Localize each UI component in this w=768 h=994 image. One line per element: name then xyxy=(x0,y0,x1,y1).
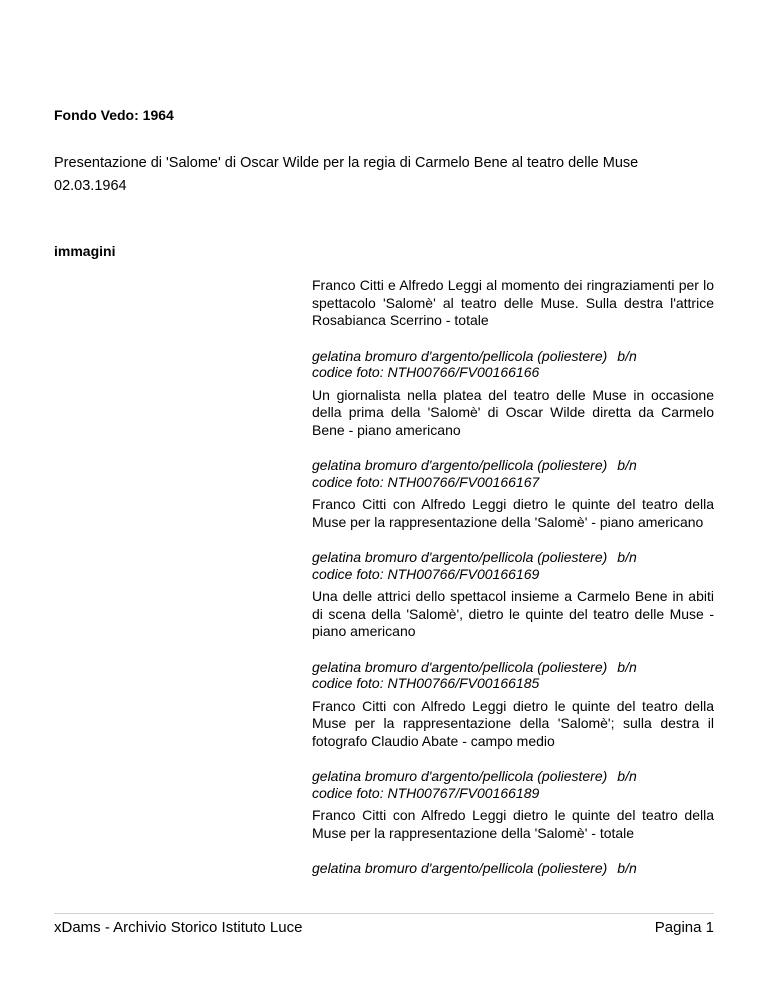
image-color-mode: b/n xyxy=(617,457,637,473)
image-material: gelatina bromuro d'argento/pellicola (poliestere) xyxy=(312,768,608,784)
image-material: gelatina bromuro d'argento/pellicola (poliestere) xyxy=(312,347,608,364)
image-metadata xyxy=(312,659,714,692)
image-code: codice foto: NTH00766/FV00166169 xyxy=(312,565,540,582)
section-label: immagini xyxy=(54,243,116,259)
footer-divider xyxy=(54,913,714,914)
image-metadata xyxy=(312,348,714,381)
image-metadata xyxy=(312,768,714,801)
image-item xyxy=(312,496,714,582)
image-item xyxy=(312,807,714,877)
image-code: codice foto: NTH00766/FV00166185 xyxy=(312,675,540,691)
image-material: gelatina bromuro d'argento/pellicola (poliestere) xyxy=(312,860,608,876)
image-color-mode: b/n xyxy=(617,860,637,876)
image-description: Franco Citti con Alfredo Leggi dietro le quinte del teatro della Muse per la rappresentazione della 'Salomè'; sulla destra il fotografo Claudio Abate - campo medio xyxy=(312,697,714,749)
image-material: gelatina bromuro d'argento/pellicola (poliestere) xyxy=(312,457,608,473)
page-number: Pagina 1 xyxy=(654,919,714,936)
image-color-mode: b/n xyxy=(617,768,637,784)
image-metadata xyxy=(312,457,714,490)
image-code: codice foto: NTH00767/FV00166189 xyxy=(312,784,540,801)
image-description: Un giornalista nella platea del teatro delle Muse in occasione della prima della 'Salomè' di Oscar Wilde diretta da Carmelo Bene - piano americano xyxy=(312,386,714,438)
image-color-mode: b/n xyxy=(617,549,637,565)
image-item xyxy=(312,698,714,802)
image-description: Franco Citti con Alfredo Leggi dietro le quinte del teatro della Muse per la rappresentazione della 'Salomè' - totale xyxy=(312,807,714,841)
image-color-mode: b/n xyxy=(617,347,637,364)
image-item xyxy=(312,387,714,491)
image-code: codice foto: NTH00766/FV00166166 xyxy=(312,364,540,380)
image-code: codice foto: NTH00766/FV00166167 xyxy=(312,473,540,490)
image-color-mode: b/n xyxy=(617,658,637,675)
footer-source: xDams - Archivio Storico Istituto Luce xyxy=(54,919,303,936)
image-metadata xyxy=(312,860,714,877)
image-material: gelatina bromuro d'argento/pellicola (poliestere) xyxy=(312,658,608,675)
image-list xyxy=(312,277,714,877)
image-description: Franco Citti con Alfredo Leggi dietro le quinte del teatro della Muse per la rappresentazione della 'Salomè' - piano americano xyxy=(312,496,714,530)
fondo-title: Fondo Vedo: 1964 xyxy=(54,107,174,123)
event-date: 02.03.1964 xyxy=(54,178,127,194)
image-item xyxy=(312,588,714,692)
event-title: Presentazione di 'Salome' di Oscar Wilde per la regia di Carmelo Bene al teatro delle Muse xyxy=(54,155,639,171)
image-metadata xyxy=(312,549,714,582)
image-description: Una delle attrici dello spettacol insieme a Carmelo Bene in abiti di scena della 'Salomè', dietro le quinte del teatro delle Muse - piano americano xyxy=(312,588,714,639)
image-description: Franco Citti e Alfredo Leggi al momento dei ringraziamenti per lo spettacolo 'Salomè' al teatro delle Muse. Sulla destra l'attrice Rosabianca Scerrino - totale xyxy=(312,277,714,328)
image-item xyxy=(312,277,714,381)
image-material: gelatina bromuro d'argento/pellicola (poliestere) xyxy=(312,549,608,565)
